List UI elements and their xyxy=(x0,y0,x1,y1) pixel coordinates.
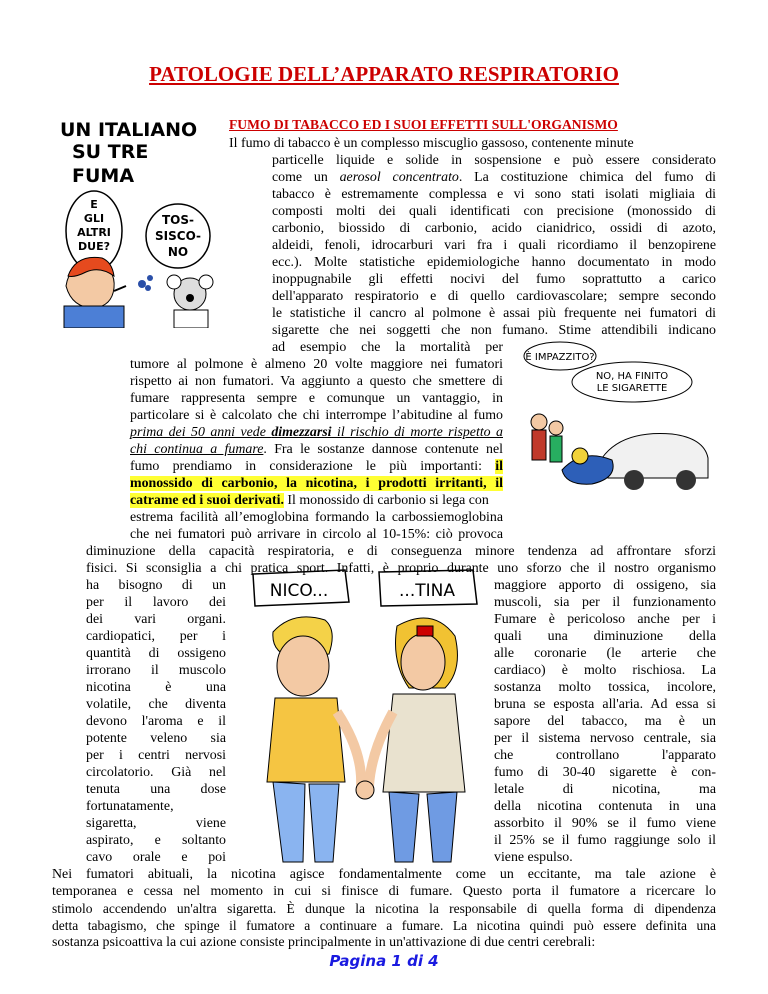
bubble-left-3: ALTRI xyxy=(77,226,111,239)
text-line: devono l'aroma e il xyxy=(86,714,226,729)
bubble-right-2: SISCO- xyxy=(155,229,201,243)
highlighted-text: il xyxy=(495,459,503,474)
text-line: cavo orale e poi xyxy=(86,850,226,865)
bubble-left-4: DUE? xyxy=(78,240,110,253)
section-subtitle: FUMO DI TABACCO ED I SUOI EFFETTI SULL'ORGANISMO xyxy=(229,117,618,132)
text-line xyxy=(272,169,716,186)
text-line xyxy=(130,492,489,509)
bubble-finito-2: LE SIGARETTE xyxy=(596,383,668,394)
bubble-nico-text: NICO... xyxy=(269,581,329,601)
text-line: rispetto ai non fumatori. Va aggiunto a questo che smettere di xyxy=(130,374,503,389)
text-line: aldeidi, fenoli, idrocarburi vari fra i quali ricordiamo il benzopirene xyxy=(272,238,716,253)
text-run: . Fra le sostanze dannose contenute nel xyxy=(263,442,503,457)
text-line: che controllano l'apparato xyxy=(494,748,716,763)
text-line: circolatorio. Già nel xyxy=(86,765,226,780)
text-line: cardiaco) è molto rischiosa. La xyxy=(494,663,716,678)
text-line: fisici. Si sconsiglia a chi pratica sport. Infatti, è proprio durante uno sforzo che il nostro organismo xyxy=(86,561,716,576)
text-line: per il sistema nervoso centrale, sia xyxy=(494,731,716,746)
page-title: PATOLOGIE DELL’APPARATO RESPIRATORIO xyxy=(149,62,619,86)
text-line: irrorano il muscolo xyxy=(86,663,226,678)
text-line: temporanea e cessa nel momento in cui si finisce di fumare. Questo porta il fumatore a ricercare lo xyxy=(52,884,716,899)
text-line: ad esempio che la mortalità per xyxy=(272,340,503,355)
text-line: Fumare è pericoloso anche per i xyxy=(494,612,716,627)
text-line: particelle liquide e solide in sospensione e può essere considerato xyxy=(272,153,716,168)
highlighted-text: catrame ed i suoi derivati. xyxy=(130,493,284,508)
bubble-finito xyxy=(572,362,692,402)
text-line: per il lavoro dei xyxy=(86,595,226,610)
text-line: per i centri nervosi xyxy=(86,748,226,763)
bubble-impazzito-text: È IMPAZZITO? xyxy=(525,352,595,363)
text-line: composti molti dei quali identificati con precisione (monossido di xyxy=(272,204,716,219)
text-line: sigarette che nei soggetti che non fumano. Stime attendibili indicano xyxy=(272,323,716,338)
cartoon1-caption-3: FUMA xyxy=(72,165,135,187)
text-run: . La costituzione chimica del fumo di xyxy=(458,170,716,185)
text-line xyxy=(130,458,503,475)
text-line: tabacco è estremamente complessa e vi sono stati isolati migliaia di xyxy=(272,187,716,202)
text-line: assorbito il 90% se il fumo viene xyxy=(494,816,716,831)
text-line: ecc.). Molte statistiche epidemiologiche hanno documentato in modo xyxy=(272,255,716,270)
text-line: aspirato, e soltanto xyxy=(86,833,226,848)
text-line: quali una diminuzione della xyxy=(494,629,716,644)
bubble-right-3: NO xyxy=(167,245,189,259)
text-line: letale di nicotina, ma xyxy=(494,782,716,797)
text-line: il 25% se il fumo raggiunge solo il xyxy=(494,833,716,848)
text-line: fortunatamente, xyxy=(86,799,174,814)
cartoon-impazzito xyxy=(522,338,712,498)
text-line: nicotina è una xyxy=(86,680,226,695)
text-line: fumare rappresenta sempre e comunque un vantaggio, in xyxy=(130,391,503,406)
text-line: le statistiche il cancro al polmone è assai più frequente nei fumatori di xyxy=(272,306,716,321)
text-line: tumore al polmone è almeno 20 volte maggiore nei fumatori xyxy=(130,357,503,372)
bubble-left-2: GLI xyxy=(83,212,105,225)
text-line: Il fumo di tabacco è un complesso miscuglio gassoso, contenente minute xyxy=(229,136,634,151)
cartoon-nico-tina xyxy=(233,562,495,872)
cartoon1-caption-1: UN ITALIANO xyxy=(60,119,198,141)
text-line: fumo di 30-40 sigarette è con- xyxy=(494,765,716,780)
text-run: prima dei 50 anni vede xyxy=(130,425,272,440)
text-line: dell'apparato respiratorio e di quello cardiovascolare; sempre secondo xyxy=(272,289,716,304)
bubble-tina-text: ...TINA xyxy=(399,581,455,601)
text-line: tenuta una dose xyxy=(86,782,226,797)
bubble-finito-1: NO, HA FINITO xyxy=(595,371,669,382)
text-line: carbonio, biossido di carbonio, acido cianidrico, ossidi di azoto, xyxy=(272,221,716,236)
text-run: come un xyxy=(272,170,340,185)
text-line xyxy=(130,475,503,492)
text-run: aerosol concentrato xyxy=(339,170,459,185)
text-line: della nicotina contenuta in una xyxy=(494,799,716,814)
text-line: inoppugnabile gli effetti nocivi del fumo soprattutto a carico xyxy=(272,272,716,287)
text-line: quantità di ossigeno xyxy=(86,646,226,661)
text-line: stimolo accendendo un'altra sigaretta. È dunque la nicotina la responsabile di quella forma di dipendenza xyxy=(52,901,716,916)
bubble-left-1: E xyxy=(90,198,98,211)
text-line: alle coronarie (le arterie che xyxy=(494,646,716,661)
page-footer: Pagina 1 di 4 xyxy=(329,952,439,970)
text-run: dimezzarsi xyxy=(271,425,332,440)
text-line: sostanza molto tossica, incolore, xyxy=(494,680,716,695)
text-line: bruna se esposta all'aria. Ad essa si xyxy=(494,697,716,712)
text-line: che nei fumatori può arrivare in circolo al 10-15%: ciò provoca xyxy=(130,527,503,542)
text-run: fumo prendiamo in considerazione le più importanti: xyxy=(130,459,496,474)
text-line: muscoli, sia per il funzionamento xyxy=(494,595,716,610)
text-line: Nei fumatori abituali, la nicotina agisce fondamentalmente come un eccitante, ma tale azione è xyxy=(52,867,716,882)
highlighted-text: monossido di carbonio, la nicotina, i prodotti irritanti, il xyxy=(130,476,503,491)
text-line: diminuzione della capacità respiratoria, e di conseguenza minore tendenza ad affrontare sforzi xyxy=(86,544,716,559)
bubble-right-1: TOS- xyxy=(161,213,195,227)
text-run: il rischio di morte rispetto a xyxy=(331,425,503,440)
text-line: cardiopatici, per i xyxy=(86,629,226,644)
text-line: potente veleno sia xyxy=(86,731,226,746)
text-line xyxy=(130,424,503,441)
text-run: Il monossido di carbonio si lega con xyxy=(283,493,489,508)
text-line: sostanza psicoattiva la cui azione consiste principalmente in un'attivazione di due centri cerebrali: xyxy=(52,935,596,950)
text-line: sigaretta, viene xyxy=(86,816,226,831)
text-line: viene espulso. xyxy=(494,850,573,865)
text-line: maggiore apporto di ossigeno, sia xyxy=(494,578,716,593)
text-line: volatile, che diventa xyxy=(86,697,226,712)
cartoon-italiano-su-tre-fuma xyxy=(56,116,224,328)
text-line: dei vari organi. xyxy=(86,612,226,627)
text-line: ha bisogno di un xyxy=(86,578,226,593)
text-line: particolare si è calcolato che chi interrompe l’abitudine al fumo xyxy=(130,408,503,423)
text-line xyxy=(130,441,503,458)
text-line: detta tabagismo, che spinge il fumatore a continuare a fumare. La nicotina quindi può essere definita una xyxy=(52,918,716,933)
text-line: sapore del tabacco, ma è un xyxy=(494,714,716,729)
text-line: estrema facilità all’emoglobina formando la carbossiemoglobina xyxy=(130,510,503,525)
text-run: chi continua a fumare xyxy=(130,442,264,457)
cartoon1-caption-2: SU TRE xyxy=(72,141,149,163)
